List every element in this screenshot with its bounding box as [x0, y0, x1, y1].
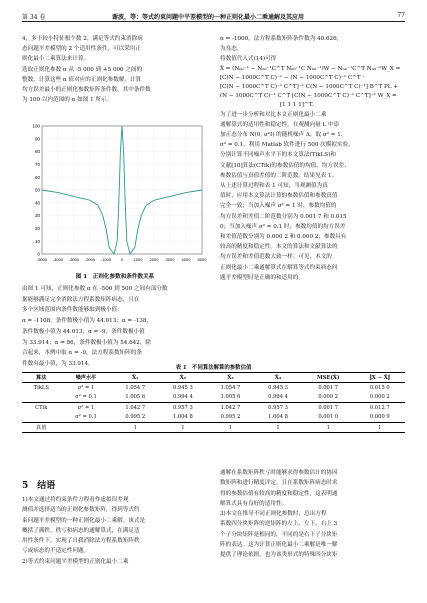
table-cell: σ² = 0.1	[75, 414, 97, 421]
paragraph-line: 题平差模型时是正确的和适用的。	[220, 274, 304, 281]
table-row	[22, 403, 405, 413]
table-cell: 0.945 3	[268, 384, 288, 391]
table-cell: 0.015 0	[369, 384, 390, 391]
results-table	[22, 372, 405, 433]
paragraph-line: 合起来，本例中取 α = -9，法方程系数矩阵的条	[22, 350, 142, 357]
table-cell	[22, 393, 61, 403]
paragraph-line: 得的参数估值有较高的精度和稳定性，这表明通	[220, 490, 338, 497]
paragraph-line: 数矩阵和进行精度评定，且在系数矩阵病态时求	[220, 480, 338, 487]
table-cell: 1	[302, 423, 355, 433]
table-cell: 1.042 7	[207, 403, 255, 413]
table-cell: σ² = 0.1	[75, 394, 97, 401]
table-cell: 0.994 4	[268, 394, 288, 401]
table-header-cell: X̂₂	[159, 373, 207, 383]
y-tick-label: 40	[34, 200, 40, 206]
x-tick-label: -5000	[36, 257, 48, 262]
table-cell	[61, 423, 112, 433]
table-cell: 0.001 7	[318, 384, 339, 391]
y-tick-label: 100	[32, 123, 40, 129]
running-title: 谢波，等：等式约束问题中平差模型的一种正则化最小二乘通解及其应用	[112, 14, 305, 21]
section-heading: 5 结语	[22, 481, 56, 491]
table-row	[22, 393, 405, 403]
table-cell: 1.054 7	[220, 384, 241, 391]
paragraph-line: 阵的表达。这为计算正则化最小二乘解是唯一解	[220, 542, 338, 549]
table-cell: 1	[254, 423, 302, 433]
x-tick-label: 5000	[197, 257, 207, 262]
paragraph-line: 完全一致；当加入噪声 σ² = 1 时，参数均值的	[220, 203, 337, 210]
table-cell: σ² = 1	[77, 384, 95, 391]
x-tick-label: -1000	[100, 257, 112, 262]
paragraph-line: 参数估值与真值差值的二阶范数。结果见表 1。	[220, 172, 338, 179]
y-tick-label: 70	[34, 162, 40, 167]
paragraph-line: 由图 1 可知，正则化参数 α 在 -500 到 500 之间有部分数	[22, 286, 168, 292]
paragraph-line: 束问题平差模型的一种正则化最小二乘解。该式是	[22, 517, 146, 524]
y-tick-label: 90	[34, 136, 40, 142]
paragraph-line: 3)本文在推导不同正则化参数时，总出方程	[220, 511, 327, 518]
paragraph-line: 为良态。	[220, 46, 243, 53]
table-header-cell: X̂₄	[254, 373, 302, 383]
y-tick-label: 0	[37, 251, 40, 257]
table-row	[22, 413, 405, 423]
table-cell: 0.001 0	[318, 414, 339, 421]
x-tick-label: 3000	[165, 257, 175, 262]
y-tick-label: 10	[34, 238, 40, 244]
paragraph-line: 4，多于较小特征根个数 2，满足等式约束消除病	[22, 36, 143, 42]
condition-number-figure	[22, 120, 208, 272]
table-cell: 1.042 7	[111, 403, 159, 413]
table-cell: 1	[355, 423, 405, 433]
table-cell: 1.005 6	[125, 394, 146, 401]
paragraph-line: 均方误差和差值二阶范数分别为 0.001 7 和 0.015	[220, 213, 347, 220]
paragraph-line: 件数有最小值，为 33.914。	[22, 360, 94, 367]
paragraph-line: σ² = 0.1，利用 Matlab 软件进行 500 次模拟实验，	[220, 142, 354, 149]
equation-line: (N − 1000C^T C)⁻¹ C^T [C(N − 1000C^T C)⁻¹ C^T]⁻¹ W_X =	[220, 92, 397, 99]
paragraph-line: 为 100 以内范围的 α 如图 1 所示。	[22, 97, 113, 104]
table-cell: 0.957 3	[254, 403, 302, 413]
table-cell: 1.004 8	[268, 414, 288, 421]
x-tick-label: -4000	[52, 257, 64, 262]
x-tick-label: 4000	[181, 257, 191, 262]
x-tick-label: 0	[120, 257, 124, 262]
paragraph-line: 均方误差和差值范数大致一样。可见，本文的	[220, 254, 332, 261]
paragraph-line: 和差值范数分别为 0.000 2 和 0.000 2，参数具有	[220, 234, 347, 241]
paragraph-line: 解算式具有良好的适用性。	[220, 500, 288, 507]
table-cell: 真值	[22, 423, 61, 433]
paragraph-line: α = -1000，法方程系数矩阵条件数为 40.626，	[220, 36, 343, 42]
y-tick-label: 20	[34, 226, 40, 231]
page-number: 77	[397, 12, 405, 19]
paragraph-line: 条件数极小值为 44.013；α = -9，条件数极小值	[22, 328, 145, 335]
y-tick-label: 50	[34, 187, 40, 193]
table-header-cell: MSE(X̂)	[302, 373, 355, 383]
x-tick-label: -3000	[68, 257, 80, 262]
table-cell: 0.957 3	[159, 403, 207, 413]
paragraph-line: 则化最小二乘算法来计算。	[22, 56, 90, 63]
paragraph-line: 2)等式约束问题平差模型的正则化最小二乘	[22, 558, 129, 565]
table-row	[22, 423, 405, 433]
table-cell: 1	[159, 423, 207, 433]
table-cell: 1.054 7	[125, 384, 146, 391]
paragraph-line: 0；当加入噪声 σ² = 0.1 时，参数均值的均方误差	[220, 223, 346, 230]
y-axis-ticks	[32, 124, 40, 257]
paragraph-line: 整数，计算这些 α 值对应的正则化参数解，计算	[22, 76, 142, 83]
left-column-top	[22, 34, 208, 105]
paragraph-line: α = -1108，条件数极小值为 44.013；α = -138，	[22, 318, 153, 325]
table-cell	[22, 413, 61, 423]
y-tick-label: 60	[34, 174, 40, 180]
figure-caption: 图 1 正则化参数和条件数关系	[75, 274, 155, 280]
y-tick-label: 80	[34, 149, 40, 155]
paragraph-line: 态问题平差模型的 2 个适用性条件，可以采用正	[22, 46, 141, 53]
x-tick-label: 1000	[133, 257, 143, 262]
table-cell: 1.005 6	[220, 394, 241, 401]
y-tick-label: 30	[34, 213, 40, 219]
table-cell: σ² = 1	[61, 403, 112, 413]
table-header-row	[22, 373, 405, 383]
paragraph-line: 分别计算不同噪声水平下的本文算法(TikLS)和	[220, 152, 336, 159]
table-cell: 0.995 2	[125, 414, 146, 421]
x-axis-ticks	[37, 257, 207, 262]
paragraph-line: 1)本文通过将约束条件方程看作虚拟误差观	[22, 497, 129, 503]
table-cell: CTik	[22, 403, 61, 413]
paragraph-line: 从上述计算过程和表 1 可知，当观测值为真	[220, 183, 328, 190]
equation-line: X̂ = (N₀₀⁻¹ − N₀₀⁻¹C^T N₀₀⁻¹C N₀₀⁻¹)W − N₀₀⁻¹C^T N₀₀⁻¹W_X =	[220, 65, 401, 72]
table-cell: 1	[207, 423, 255, 433]
equation-line: [C(N − 1000C^T C)⁻¹ C^T]⁻¹ C(N − 1000C^T C)⁻¹] B^T PL +	[220, 83, 398, 90]
table-cell: 0.000 2	[318, 394, 339, 401]
table-cell: 0.012 7	[355, 403, 405, 413]
table-row	[22, 383, 405, 393]
page-header	[22, 11, 405, 22]
table-cell: 0.001 7	[302, 403, 355, 413]
paragraph-line: 通解在系数矩阵秩亏时能够求得参数估计的协因	[220, 470, 338, 476]
x-tick-label: 2000	[149, 257, 159, 262]
paragraph-line: 将数值代入式(14)可得	[220, 56, 277, 63]
table-cell: 1.004 8	[172, 414, 193, 421]
table-title: 表 1 不同算法解算的参数估值	[175, 365, 252, 371]
paragraph-line: 为了进一步分析和对比本文正则化最小二乘	[220, 111, 327, 118]
equation-line: [1 1 1 1]^T。	[280, 101, 318, 108]
equation-block	[220, 65, 406, 110]
paragraph-line: 为 33.914；α = 86，条件数极小值为 54.642。除	[22, 339, 151, 346]
paragraph-line: 亏或病态的不适定性问题。	[22, 548, 90, 555]
paragraph-line: 多个区域范围内条件数能够取到极小值：	[22, 307, 123, 314]
paragraph-line: 提供了理论依据，也为该类形式的特殊四分块矩	[220, 552, 338, 559]
table-header-cell: X̂₃	[207, 373, 255, 383]
paragraph-line: 测值并选择适当的正则化参数矩阵，得到等式约	[22, 507, 140, 514]
paragraph-line: 正则化最小二乘通解算式在解算等式约束病态问	[220, 264, 338, 271]
table-cell: 1	[111, 423, 159, 433]
paragraph-line: 系数四分块矩阵的逆矩阵的左上、左下、右上 3	[220, 521, 338, 528]
table-cell: 0.945 3	[172, 384, 193, 391]
paragraph-line: 文献[10]算法(CTik)的参数估值的均值、均方误差、	[220, 162, 350, 169]
table-header-cell: ‖X − X̂‖	[355, 373, 405, 383]
volume-label: 第 34 卷	[22, 14, 46, 21]
paragraph-line: 个子分块矩阵是相同的，不同的是右下子分块矩	[220, 531, 338, 538]
paragraph-line: 据能够满足完全消除法方程系数矩阵病态，且在	[22, 296, 140, 303]
conclusion-left	[22, 495, 208, 567]
x-tick-label: -2000	[84, 257, 96, 262]
table-header-cell: X̂₁	[111, 373, 159, 383]
equation-line: [C(N − 1000C^T C)⁻¹ − (N − 1000C^T C)⁻¹ C^T ·	[220, 74, 365, 81]
paragraph-line: 通解算式的适用性和稳定性，在观测向量 L 中添	[220, 121, 340, 128]
paragraph-line: 值时，应用本文算法计算的参数估值和参数真值	[220, 193, 338, 200]
right-column	[220, 34, 406, 283]
table-header-cell: 算法	[22, 373, 61, 383]
table-cell: 0.000 9	[369, 414, 390, 421]
paragraph-line: 均方误差最小的正则化参数矩阵条件数，其中条件数	[22, 87, 151, 94]
paragraph-line: 概括了满秩、秩亏和病态的通解算式，在满足适	[22, 527, 140, 534]
paragraph-line: 用性条件下，实现了自我消除法方程系数矩阵秩	[22, 538, 140, 545]
table-cell: 0.994 4	[172, 394, 193, 401]
conclusion-right	[220, 468, 406, 561]
paragraph-line: 较高的精度和稳定性。本文的算法和文献算法的	[220, 244, 338, 251]
table-header-cell: 噪声水平	[61, 373, 112, 383]
table-cell: 0.000 2	[369, 394, 390, 401]
paragraph-line: 选取正则化参数 α 从 -5 000 到 +5 000 之间的	[22, 66, 143, 73]
table-cell: 0.995 2	[220, 414, 241, 421]
figure-discussion	[22, 284, 208, 370]
paragraph-line: 加正态分布 N(0, σ²I) 的随机噪声 Δ，取 σ² = 1、	[220, 132, 347, 139]
table-cell: TikLS	[33, 384, 49, 391]
